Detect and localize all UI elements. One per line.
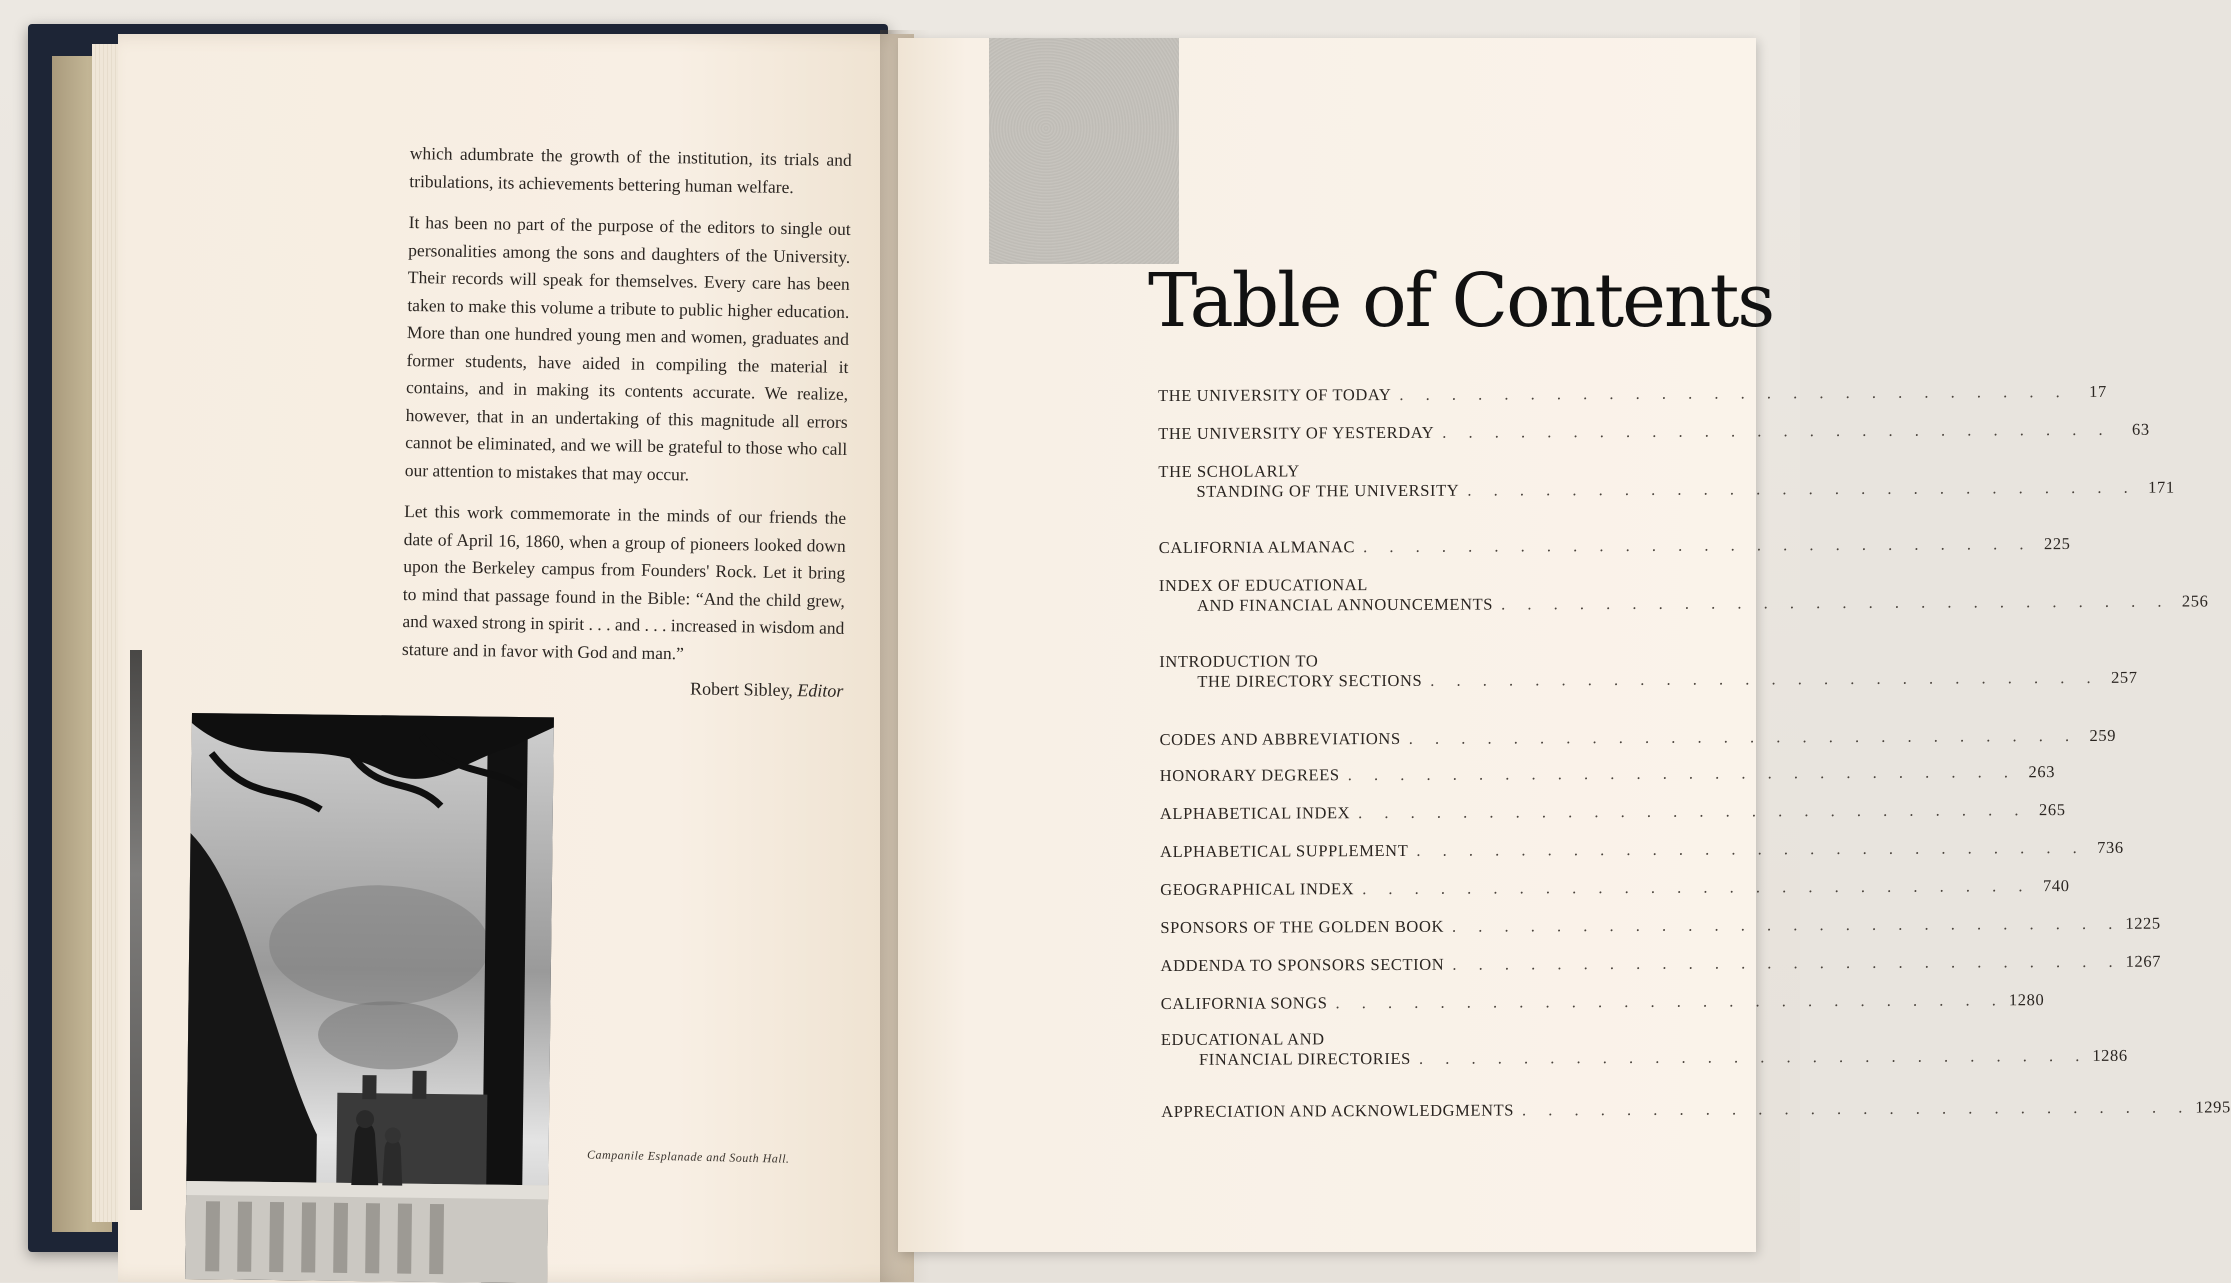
toc-entry-title-line1: INDEX OF EDUCATIONAL: [1158, 575, 1368, 595]
toc-entry-title: CALIFORNIA ALMANAC: [1158, 537, 1356, 557]
chimney: [412, 1071, 426, 1099]
previous-page-photo-edge: [130, 650, 142, 1210]
toc-entry-title: HONORARY DEGREES: [1159, 765, 1340, 785]
toc-entry: [1159, 762, 2056, 786]
toc-entry-title-line1: EDUCATIONAL AND: [1160, 1029, 1325, 1049]
toc-entry: [1158, 381, 2107, 406]
toc-entry-title: ALPHABETICAL INDEX: [1159, 803, 1351, 823]
toc-dot-leader: . . . . . . . . . . . . . . . . . . . . . . . . . .: [1442, 419, 2112, 442]
toc-entry: [1160, 951, 2162, 976]
toc-entry-title: CODES AND ABBREVIATIONS: [1159, 728, 1401, 749]
toc-page-number: 740: [2042, 876, 2070, 896]
paragraph-1: which adumbrate the growth of the institution, its trials and tribulations, its achievements bettering human welfare.: [409, 142, 852, 197]
toc-entry-title: APPRECIATION AND ACKNOWLEDGMENTS: [1161, 1100, 1515, 1121]
editorial-text: [401, 140, 852, 705]
editor-name: Robert Sibley,: [689, 678, 794, 701]
toc-page-number: 225: [2043, 534, 2071, 554]
toc-entry-title: ADDENDA TO SPONSORS SECTION: [1160, 954, 1445, 975]
toc-entry: [1158, 460, 2175, 502]
toc-page-number: 1225: [2125, 913, 2161, 933]
toc-page-number: 1280: [2008, 990, 2045, 1010]
toc-entry-title: SPONSORS OF THE GOLDEN BOOK: [1160, 916, 1445, 937]
toc-entry: [1159, 725, 2117, 750]
toc-entry: [1159, 837, 2124, 862]
toc-page-number: 1267: [2125, 951, 2162, 971]
paragraph-2: It has been no part of the purpose of the editors to single out personalities among the sons and daughters of the University. Their records will speak for themselves. Every care has been taken to make this volume a tribute to public higher education. More than one hundred young men and women, graduates and former students, have aided in compiling the material it contains, and in making its contents accurate. We realize, however, that in an undertaking of this magnitude all errors cannot be eliminated, and we will be grateful to those who call our attention to mistakes that may occur.: [404, 211, 851, 484]
toc-entry-title: THE UNIVERSITY OF YESTERDAY: [1158, 422, 1435, 443]
toc-entry: [1159, 650, 2138, 692]
toc-entry: [1160, 990, 2045, 1014]
toc-entry: [1160, 913, 2161, 938]
toc-dot-leader: . . . . . . . . . . . . . . . . . . . . . . . . . .: [1358, 800, 2028, 823]
figure-person: [382, 1138, 403, 1185]
toc-page-number: 17: [2089, 381, 2107, 401]
toc-page-number: 171: [2148, 477, 2175, 497]
toc-entry-title: GEOGRAPHICAL INDEX: [1160, 879, 1355, 899]
gray-plate: [989, 38, 1179, 264]
toc-page-number: 736: [2097, 837, 2124, 857]
toc-dot-leader: . . . . . . . . . . . . . . . . . . . . . . . . . .: [1467, 477, 2137, 500]
toc-page-number: 259: [2089, 725, 2117, 745]
toc-dot-leader: . . . . . . . . . . . . . . . . . . . . . . . . . .: [1501, 591, 2171, 614]
toc-entry: [1158, 534, 2071, 558]
chimney: [362, 1075, 376, 1099]
editor-role: Editor: [797, 680, 844, 701]
toc-entry-title-line2: STANDING OF THE UNIVERSITY: [1196, 480, 1460, 501]
toc-dot-leader: . . . . . . . . . . . . . . . . . . . . . . . . . .: [1408, 725, 2079, 748]
photo-illustration: [185, 713, 554, 1283]
toc-page-number: 257: [2111, 667, 2138, 687]
toc-dot-leader: . . . . . . . . . . . . . . . . . . . . . . . . . .: [1362, 876, 2032, 899]
toc-page-number: 1286: [2092, 1045, 2128, 1065]
toc-heading: Table of Contents: [1148, 258, 1774, 344]
toc-dot-leader: . . . . . . . . . . . . . . . . . . . . . . . . . .: [1521, 1097, 2192, 1120]
toc-page-number: 63: [2131, 419, 2150, 439]
toc-page-number: 263: [2028, 762, 2056, 782]
toc-entry-title-line2: THE DIRECTORY SECTIONS: [1197, 670, 1423, 691]
toc-entry-title: ALPHABETICAL SUPPLEMENT: [1159, 840, 1409, 861]
toc-entry-title: CALIFORNIA SONGS: [1160, 993, 1328, 1013]
toc-dot-leader: . . . . . . . . . . . . . . . . . . . . . . . . . .: [1418, 1045, 2089, 1068]
toc-dot-leader: . . . . . . . . . . . . . . . . . . . . . . . . . .: [1430, 667, 2100, 690]
toc-page-number: 1295: [2195, 1097, 2231, 1117]
toc-entry: [1159, 800, 2066, 824]
campanile-esplanade-photo: [185, 713, 554, 1283]
toc-entry-title: THE UNIVERSITY OF TODAY: [1158, 384, 1392, 405]
toc-entry-title-line2: FINANCIAL DIRECTORIES: [1198, 1048, 1411, 1069]
toc-entry-title-line2: AND FINANCIAL ANNOUNCEMENTS: [1196, 594, 1494, 615]
toc-dot-leader: . . . . . . . . . . . . . . . . . . . . . . . . . .: [1399, 382, 2069, 404]
toc-entry: [1160, 876, 2070, 900]
toc-dot-leader: . . . . . . . . . . . . . . . . . . . . . . . . . .: [1452, 951, 2122, 974]
toc-entry: [1158, 419, 2150, 444]
photo-caption: Campanile Esplanade and South Hall.: [586, 1147, 790, 1166]
toc-page-number: 256: [2181, 591, 2209, 611]
toc-entry: [1161, 1097, 2231, 1122]
toc-dot-leader: . . . . . . . . . . . . . . . . . . . . . . . . . .: [1451, 913, 2122, 936]
toc-entry-title-line1: THE SCHOLARLY: [1158, 461, 1300, 481]
paragraph-3: Let this work commemorate in the minds of our friends the date of April 16, 1860, when a group of pioneers looked down upon the Berkeley campus from Founders' Rock. Let it bring to mind that passage found in the Bible: “And the child grew, and waxed strong in spirit . . . and . . . increased in wisdom and stature and in favor with God and man.”: [401, 500, 847, 663]
toc-dot-leader: . . . . . . . . . . . . . . . . . . . . . . . . . .: [1416, 837, 2086, 860]
toc-dot-leader: . . . . . . . . . . . . . . . . . . . . . . . . . .: [1335, 990, 2005, 1013]
toc-page-number: 265: [2038, 800, 2066, 820]
toc-entry-title-line1: INTRODUCTION TO: [1159, 651, 1319, 671]
toc-dot-leader: . . . . . . . . . . . . . . . . . . . . . . . . . .: [1347, 762, 2018, 785]
toc-entry: [1160, 1028, 2128, 1070]
toc-dot-leader: . . . . . . . . . . . . . . . . . . . . . . . . . .: [1363, 534, 2033, 557]
toc-entry: [1158, 574, 2209, 616]
